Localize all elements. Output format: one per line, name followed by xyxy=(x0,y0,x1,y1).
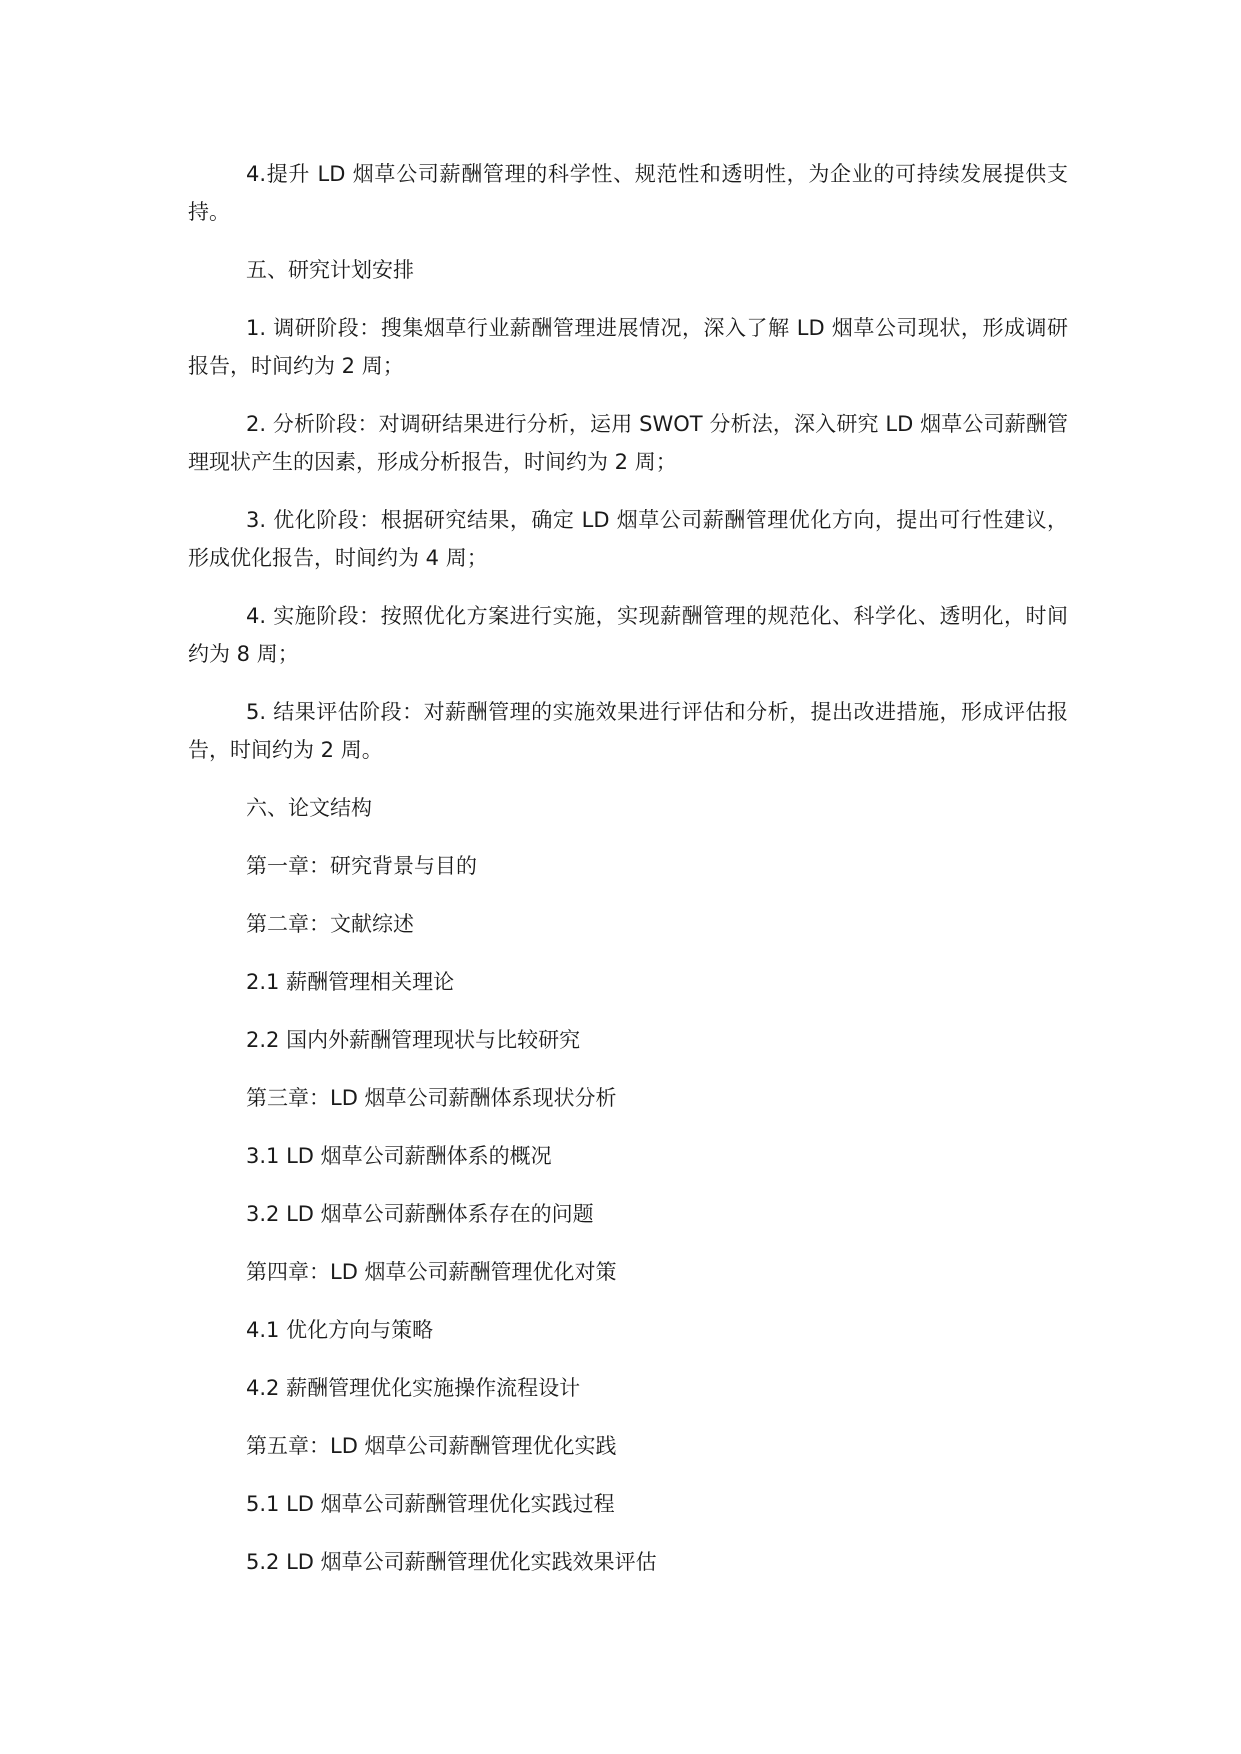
section-6-heading: 六、论文结构 xyxy=(246,796,372,820)
outline-item: 第三章：LD 烟草公司薪酬体系现状分析 xyxy=(246,1086,617,1110)
stage-3-paragraph: 3. 优化阶段：根据研究结果，确定 LD 烟草公司薪酬管理优化方向，提出可行性建议，形成优化报告，时间约为 4 周； xyxy=(188,508,1068,570)
goal-4-paragraph: 4.提升 LD 烟草公司薪酬管理的科学性、规范性和透明性，为企业的可持续发展提供支持。 xyxy=(188,162,1068,224)
stage-4-paragraph: 4. 实施阶段：按照优化方案进行实施，实现薪酬管理的规范化、科学化、透明化，时间约为 8 周； xyxy=(188,604,1068,666)
outline-item: 4.2 薪酬管理优化实施操作流程设计 xyxy=(246,1376,581,1400)
outline-item: 2.1 薪酬管理相关理论 xyxy=(246,970,455,994)
stage-5-paragraph: 5. 结果评估阶段：对薪酬管理的实施效果进行评估和分析，提出改进措施，形成评估报告，时间约为 2 周。 xyxy=(188,700,1068,762)
stage-1-paragraph: 1. 调研阶段：搜集烟草行业薪酬管理进展情况，深入了解 LD 烟草公司现状，形成调研报告，时间约为 2 周； xyxy=(188,316,1068,378)
outline-item: 3.1 LD 烟草公司薪酬体系的概况 xyxy=(246,1144,552,1168)
outline-item: 3.2 LD 烟草公司薪酬体系存在的问题 xyxy=(246,1202,594,1226)
outline-item: 2.2 国内外薪酬管理现状与比较研究 xyxy=(246,1028,581,1052)
section-5-heading: 五、研究计划安排 xyxy=(246,258,414,282)
outline-item: 第一章：研究背景与目的 xyxy=(246,854,477,878)
outline-item: 第四章：LD 烟草公司薪酬管理优化对策 xyxy=(246,1260,617,1284)
outline-item: 5.2 LD 烟草公司薪酬管理优化实践效果评估 xyxy=(246,1550,657,1574)
outline-item: 第二章：文献综述 xyxy=(246,912,414,936)
stage-2-paragraph: 2. 分析阶段：对调研结果进行分析，运用 SWOT 分析法，深入研究 LD 烟草公司薪酬管理现状产生的因素，形成分析报告，时间约为 2 周； xyxy=(188,412,1068,474)
document-body xyxy=(188,155,1068,1601)
outline-item: 5.1 LD 烟草公司薪酬管理优化实践过程 xyxy=(246,1492,615,1516)
outline-item: 第五章：LD 烟草公司薪酬管理优化实践 xyxy=(246,1434,617,1458)
outline-item: 4.1 优化方向与策略 xyxy=(246,1318,434,1342)
